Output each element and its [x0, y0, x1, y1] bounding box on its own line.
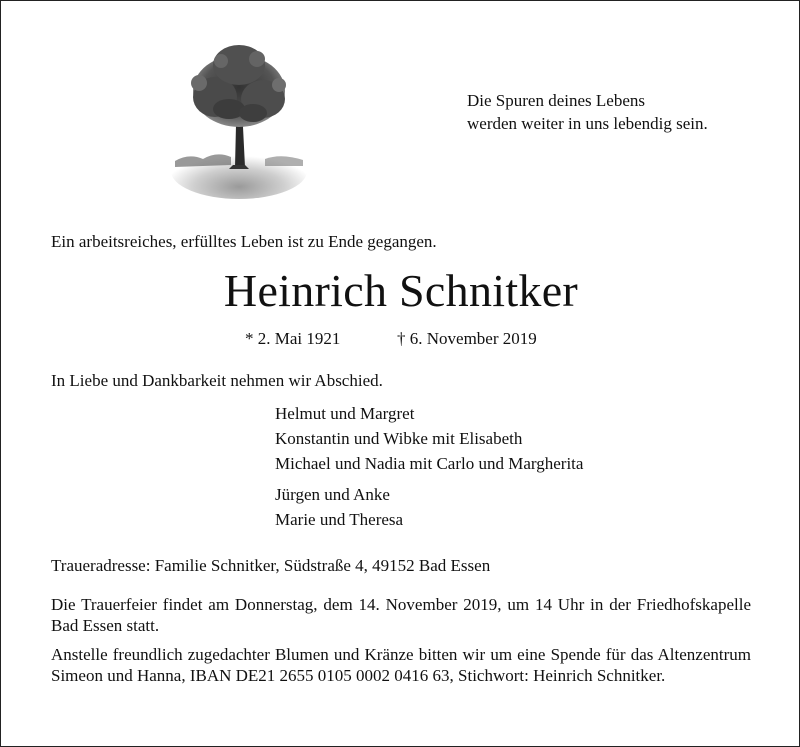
death-date: † 6. November 2019 [397, 329, 537, 348]
intro-text: Ein arbeitsreiches, erfülltes Leben ist zu Ende gegangen. [51, 232, 437, 251]
mourner-entry: Michael und Nadia mit Carlo und Margherita [275, 454, 584, 473]
mourner-entry: Konstantin und Wibke mit Elisabeth [275, 429, 523, 448]
mourner-entry: Helmut und Margret [275, 404, 415, 423]
motto-line: werden weiter in uns lebendig sein. [467, 114, 708, 133]
mourners-list [275, 401, 583, 532]
motto-line: Die Spuren deines Lebens [467, 91, 645, 110]
deceased-name: Heinrich Schnitker [223, 265, 579, 316]
mourner-entry: Jürgen und Anke [275, 485, 390, 504]
motto-quote [467, 89, 708, 135]
mourner-entry: Marie und Theresa [275, 510, 404, 529]
donation-request-text: Anstelle freundlich zugedachter Blumen und Kränze bitten wir um eine Spende für das Altenzentrum Simeon und Hanna, IBAN DE21 2655 0105 0002 0416 63, Stichwort: Heinrich Schnitker. [51, 645, 751, 685]
birth-date: * 2. Mai 1921 [245, 329, 341, 348]
mourning-address: Traueradresse: Familie Schnitker, Südstraße 4, 49152 Bad Essen [51, 556, 491, 575]
tree-icon [169, 39, 309, 201]
funeral-service-text: Die Trauerfeier findet am Donnerstag, dem 14. November 2019, um 14 Uhr in der Friedhofskapelle Bad Essen statt. [51, 595, 751, 635]
farewell-text: In Liebe und Dankbarkeit nehmen wir Abschied. [51, 371, 383, 390]
